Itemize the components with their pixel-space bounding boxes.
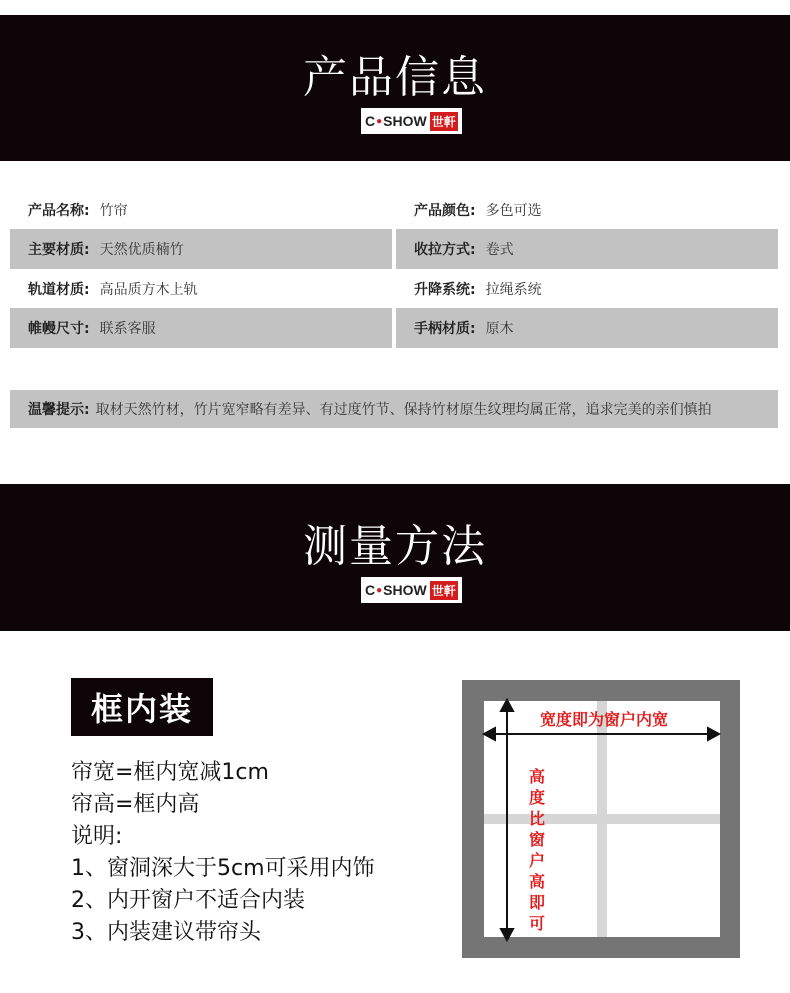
logo-cn: 世軒 bbox=[430, 581, 458, 600]
info-label: 产品颜色: bbox=[414, 203, 476, 219]
logo-dot-icon: ● bbox=[376, 115, 383, 127]
info-value: 联系客服 bbox=[99, 321, 156, 337]
info-value: 高品质方木上轨 bbox=[99, 282, 198, 298]
height-arrow-icon bbox=[501, 700, 513, 940]
tip-text: 取材天然竹材，竹片宽窄略有差异、有过度竹节、保持竹材原生纹理均属正常，追求完美的亲们慎拍 bbox=[95, 402, 712, 418]
install-type-tag: 框内装 bbox=[71, 678, 213, 736]
info-label: 主要材质: bbox=[28, 242, 90, 258]
instruction-line: 帘宽=框内宽减1cm bbox=[71, 760, 269, 785]
info-label: 收拉方式: bbox=[414, 242, 476, 258]
logo-dot-icon: ● bbox=[376, 584, 383, 596]
info-value: 天然优质楠竹 bbox=[99, 242, 184, 258]
width-note: 宽度即为窗户内宽 bbox=[540, 710, 669, 729]
info-value: 拉绳系统 bbox=[485, 282, 542, 298]
info-label: 帷幔尺寸: bbox=[28, 321, 90, 337]
logo-c: C bbox=[365, 582, 376, 598]
logo-c: C bbox=[365, 113, 376, 129]
info-value: 多色可选 bbox=[485, 203, 542, 219]
logo-show: SHOW bbox=[383, 113, 427, 129]
instruction-line: 3、内装建议带帘头 bbox=[71, 920, 261, 945]
measure-title: 测量方法 bbox=[303, 521, 487, 572]
product-info-title: 产品信息 bbox=[303, 52, 487, 103]
logo-cn: 世軒 bbox=[430, 112, 458, 131]
info-value: 竹帘 bbox=[99, 203, 128, 219]
tip-label: 温馨提示: bbox=[28, 402, 90, 418]
info-label: 手柄材质: bbox=[414, 321, 476, 337]
instruction-line: 2、内开窗户不适合内装 bbox=[71, 888, 305, 913]
instruction-line: 说明: bbox=[71, 824, 123, 849]
logo-show: SHOW bbox=[383, 582, 427, 598]
height-note: 高度比窗户高即可 bbox=[528, 767, 545, 933]
info-label: 轨道材质: bbox=[28, 282, 90, 298]
instruction-line: 帘高=框内高 bbox=[71, 792, 200, 817]
info-value: 原木 bbox=[485, 321, 514, 337]
info-label: 升降系统: bbox=[414, 282, 476, 298]
info-label: 产品名称: bbox=[28, 203, 90, 219]
info-value: 卷式 bbox=[485, 242, 514, 258]
instruction-line: 1、窗洞深大于5cm可采用内饰 bbox=[71, 856, 375, 881]
